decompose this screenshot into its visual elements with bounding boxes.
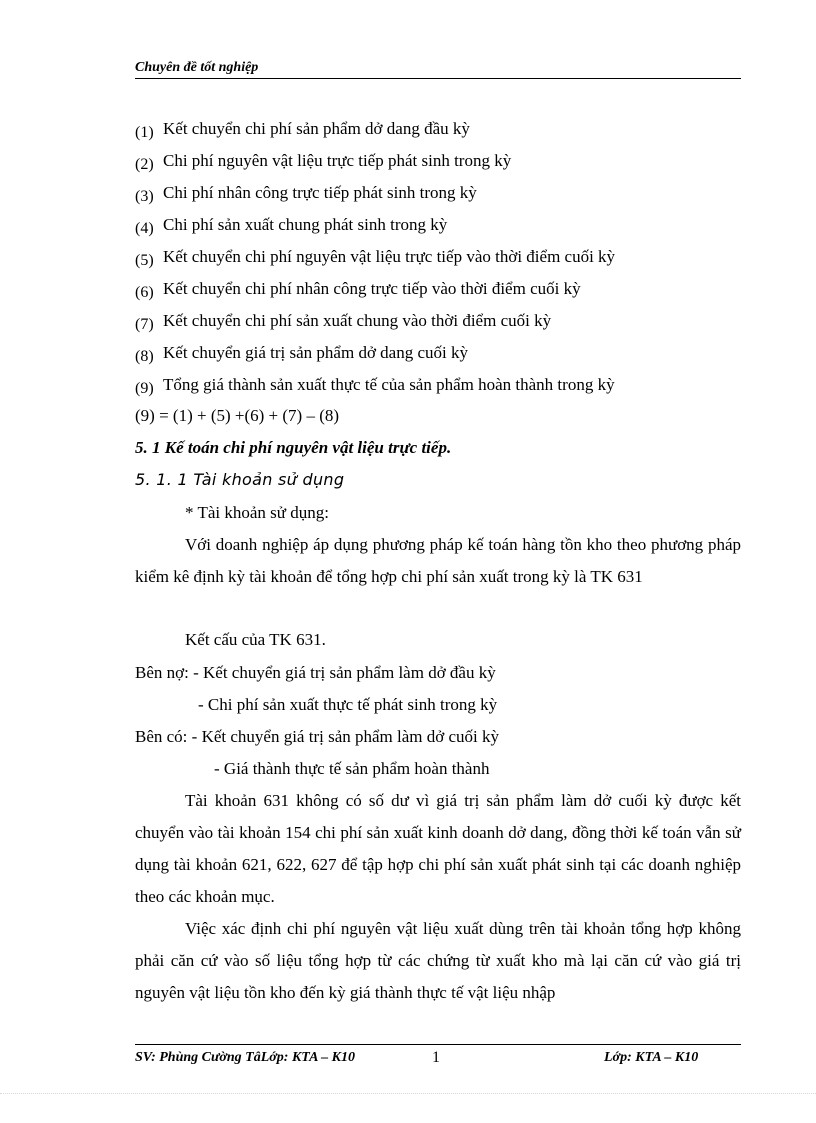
list-item: [135, 215, 447, 236]
list-number: (9): [135, 380, 154, 397]
section-title: 5. 1 Kế toán chi phí nguyên vật liệu trực tiếp.: [135, 438, 452, 457]
list-number: (5): [135, 252, 154, 269]
footer-divider: [135, 1044, 741, 1045]
footer-class: Lớp: KTA – K10: [604, 1050, 699, 1065]
debit-line-2: - Chi phí sản xuất thực tế phát sinh trong kỳ: [198, 695, 498, 714]
list-number: (3): [135, 188, 154, 205]
account-heading: * Tài khoản sử dụng:: [185, 503, 329, 522]
page-edge-divider: [0, 1093, 816, 1094]
list-item: [135, 311, 551, 332]
list-item: [135, 343, 468, 364]
list-text: Kết chuyển chi phí nhân công trực tiếp vào thời điểm cuối kỳ: [163, 279, 581, 298]
page-number: 1: [432, 1049, 440, 1066]
formula: (9) = (1) + (5) +(6) + (7) – (8): [135, 406, 340, 425]
paragraph: Tài khoản 631 không có số dư vì giá trị sản phẩm làm dở cuối kỳ được kết chuyển vào tài khoản 154 chi phí sản xuất kinh doanh dở dang, đồng thời kế toán vẫn sử dụng tài khoản 621, 622, 627 để tập hợp chi phí sản xuất phát sinh tại các doanh nghiệp theo các khoản mục.: [135, 791, 741, 906]
subsection-title: 5. 1. 1 Tài khoản sử dụng: [135, 470, 345, 489]
paragraph: Với doanh nghiệp áp dụng phương pháp kế toán hàng tồn kho theo phương pháp kiểm kê định kỳ tài khoản để tổng hợp chi phí sản xuất trong kỳ là TK 631: [135, 535, 741, 586]
debit-line-1: Bên nợ: - Kết chuyển giá trị sản phẩm làm dở đầu kỳ: [135, 663, 496, 682]
credit-line-2: - Giá thành thực tế sản phẩm hoàn thành: [214, 759, 490, 778]
list-item: [135, 375, 615, 396]
page-header: Chuyên đề tốt nghiệp: [135, 57, 741, 79]
list-text: Kết chuyển chi phí sản phẩm dở dang đầu kỳ: [163, 119, 470, 138]
footer-student: SV: Phùng Cường TâLớp: KTA – K10: [135, 1050, 355, 1065]
list-item: [135, 183, 477, 204]
structure-heading: Kết cấu của TK 631.: [185, 630, 326, 649]
list-item: [135, 247, 615, 268]
credit-line-1: Bên có: - Kết chuyển giá trị sản phẩm làm dở cuối kỳ: [135, 727, 500, 746]
list-text: Chi phí sản xuất chung phát sinh trong kỳ: [163, 215, 448, 234]
list-number: (4): [135, 220, 154, 237]
list-text: Kết chuyển chi phí sản xuất chung vào thời điểm cuối kỳ: [163, 311, 552, 330]
list-item: [135, 119, 470, 140]
list-text: Chi phí nhân công trực tiếp phát sinh trong kỳ: [163, 183, 477, 202]
list-text: Kết chuyển chi phí nguyên vật liệu trực tiếp vào thời điểm cuối kỳ: [163, 247, 616, 266]
list-text: Kết chuyển giá trị sản phẩm dở dang cuối kỳ: [163, 343, 468, 362]
list-number: (2): [135, 156, 154, 173]
list-item: [135, 151, 511, 172]
list-number: (6): [135, 284, 154, 301]
list-number: (8): [135, 348, 154, 365]
list-number: (1): [135, 124, 154, 141]
list-text: Chi phí nguyên vật liệu trực tiếp phát sinh trong kỳ: [163, 151, 512, 170]
paragraph: Việc xác định chi phí nguyên vật liệu xuất dùng trên tài khoản tổng hợp không phải căn cứ vào số liệu tổng hợp từ các chứng từ xuất kho mà lại căn cứ vào giá trị nguyên vật liệu tồn kho đến kỳ giá thành thực tế vật liệu nhập: [135, 919, 741, 1002]
list-item: [135, 279, 581, 300]
list-text: Tổng giá thành sản xuất thực tế của sản phẩm hoàn thành trong kỳ: [163, 375, 615, 394]
list-number: (7): [135, 316, 154, 333]
